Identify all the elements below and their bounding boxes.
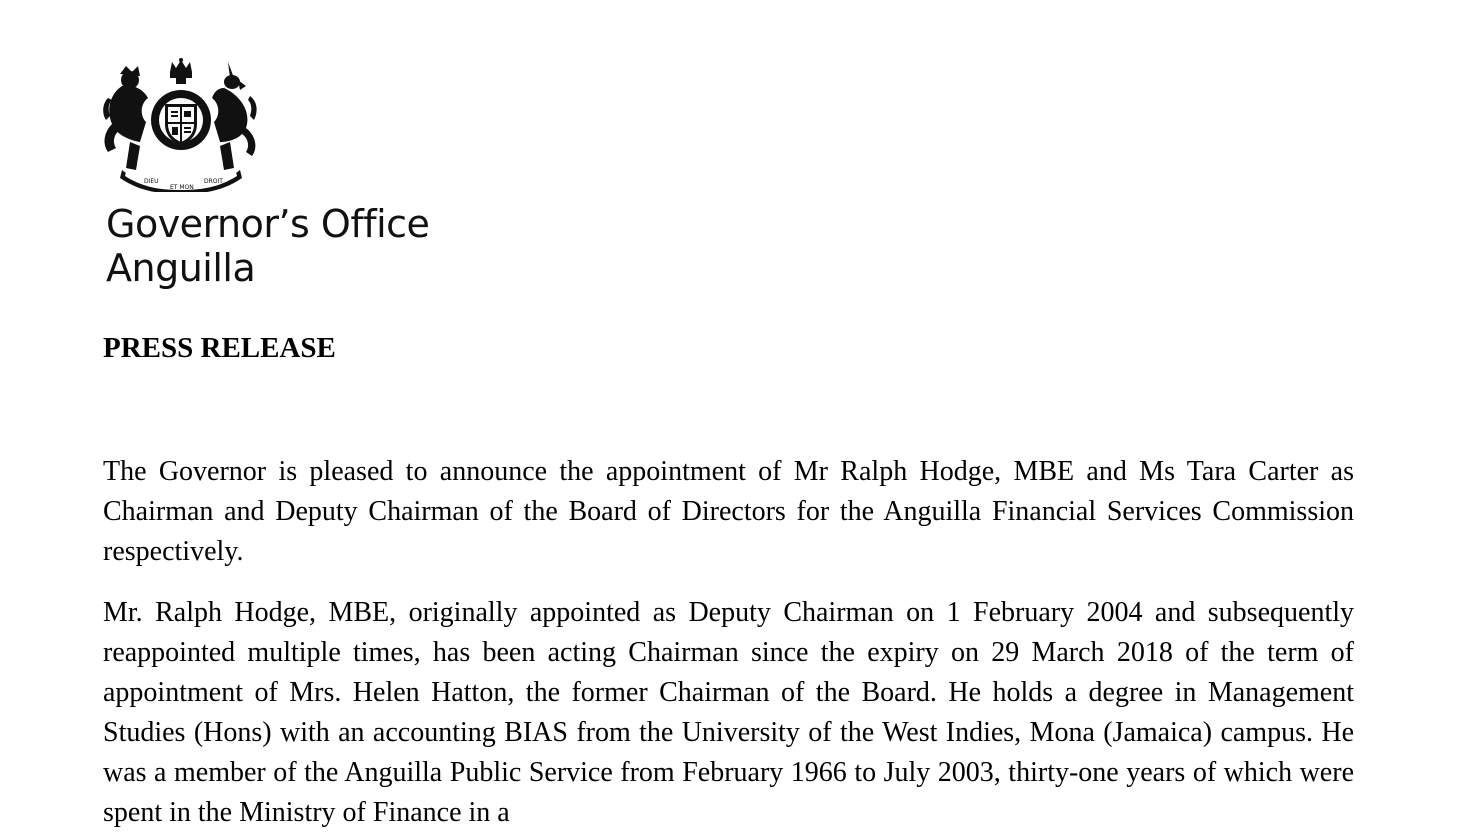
document-body: [103, 452, 1354, 838]
body-paragraph-1: The Governor is pleased to announce the appointment of Mr Ralph Hodge, MBE and Ms Tara Carter as Chairman and Deputy Chairman of the Board of Directors for the Anguilla Financial Services Commission respectively.: [103, 456, 1354, 567]
organization-name: [106, 202, 429, 290]
organization-name-line2: Anguilla: [106, 246, 256, 290]
crest-motto-right: DROIT: [204, 178, 223, 185]
organization-name-line1: Governor’s Office: [106, 202, 430, 246]
document-heading: PRESS RELEASE: [103, 332, 336, 364]
crest-motto-left: DIEU: [144, 178, 159, 185]
crest-motto-mid: ET MON: [170, 184, 194, 191]
body-paragraph-2: Mr. Ralph Hodge, MBE, originally appointed as Deputy Chairman on 1 February 2004 and subsequently reappointed multiple times, has been acting Chairman since the expiry on 29 March 2018 of the term of appointment of Mrs. Helen Hatton, the former Chairman of the Board. He holds a degree in Management Studies (Hons) with an accounting BIAS from the University of the West Indies, Mona (Jamaica) campus. He was a member of the Anguilla Public Service from February 1966 to July 2003, thirty-one years of which were spent in the Ministry of Finance in a: [103, 597, 1354, 828]
royal-coat-of-arms-icon: [100, 58, 262, 192]
